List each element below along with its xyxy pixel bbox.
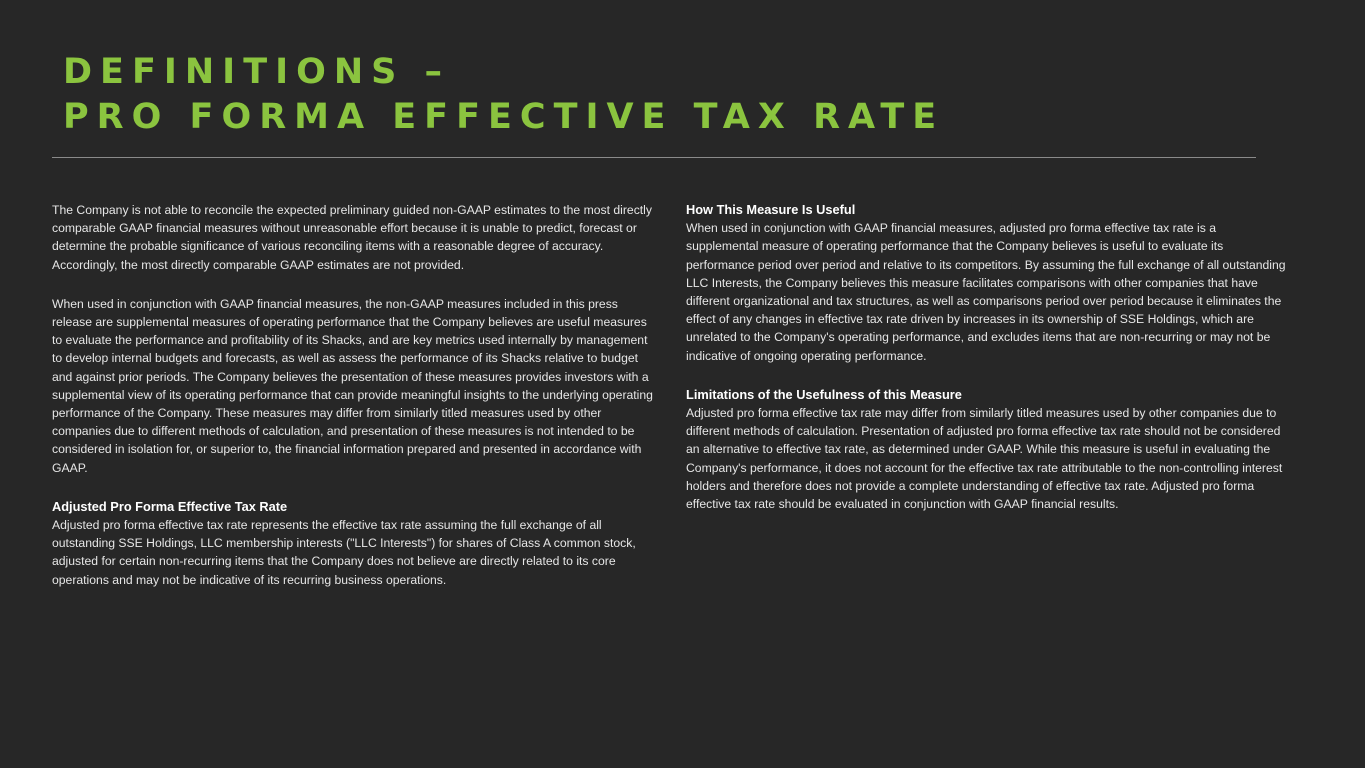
limitations-paragraph: Adjusted pro forma effective tax rate may differ from similarly titled measures used by other companies due to different methods of calculation. Presentation of adjusted pro forma effective tax rate should not be considered an alternative to effective tax rate, as determined under GAAP. While this measure is useful in evaluating the Company's performance, it does not account for the effective tax rate attributable to the non-controlling interest holders and therefore does not provide a complete understanding of effective tax rate. Adjusted pro forma effective tax rate should be evaluated in conjunction with GAAP financial results. [686, 406, 1283, 512]
adjusted-tax-rate-paragraph: Adjusted pro forma effective tax rate represents the effective tax rate assuming the full exchange of all outstanding SSE Holdings, LLC membership interests ("LLC Interests") for shares of Class A common stock, adjusted for certain non-recurring items that the Company does not believe are directly related to its core operations and may not be indicative of its recurring business operations. [52, 518, 636, 587]
right-column [686, 201, 1290, 513]
page-title-line-1: DEFINITIONS – [63, 52, 451, 92]
non-gaap-paragraph: When used in conjunction with GAAP financial measures, the non-GAAP measures included in this press release are supplemental measures of operating performance that the Company believes are useful measures to evaluate the performance and profitability of its Shacks, and are key metrics used internally by management to develop internal budgets and forecasts, as well as assess the performance of its Shacks relative to budget and against prior periods. The Company believes the presentation of these measures provides investors with a supplemental view of its operating performance that can provide meaningful insights to the underlying operating performance of the Company. These measures may differ from similarly titled measures used by other companies due to different methods of calculation, and presentation of these measures is not intended to be considered in isolation for, or superior to, the financial information prepared and presented in accordance with GAAP. [52, 296, 653, 475]
intro-paragraph: The Company is not able to reconcile the expected preliminary guided non-GAAP estimates to the most directly comparable GAAP financial measures without unreasonable effort because it is unable to predict, forecast or determine the probable significance of various reconciling items with a reasonable degree of accuracy. Accordingly, the most directly comparable GAAP estimates are not provided. [52, 203, 652, 272]
left-column [52, 201, 658, 589]
section-heading-limitations: Limitations of the Usefulness of this Measure [686, 386, 962, 402]
page-title-line-2: PRO FORMA EFFECTIVE TAX RATE [63, 97, 945, 137]
title-divider [52, 157, 1256, 158]
page-title [63, 50, 944, 140]
section-heading-usefulness: How This Measure Is Useful [686, 202, 856, 217]
section-heading-adjusted-tax-rate: Adjusted Pro Forma Effective Tax Rate [52, 498, 288, 514]
usefulness-paragraph: When used in conjunction with GAAP financial measures, adjusted pro forma effective tax rate is a supplemental measure of operating performance that the Company believes is useful to evaluate its performance period over period and relative to its competitors. By assuming the full exchange of all outstanding LLC Interests, the Company believes this measure facilitates comparisons with other companies that have different organizational and tax structures, as well as comparisons period over period because it eliminates the effect of any changes in effective tax rate driven by increases in its ownership of SSE Holdings, which are unrelated to the Company's operating performance, and excludes items that are non-recurring or may not be indicative of ongoing operating performance. [686, 221, 1286, 363]
